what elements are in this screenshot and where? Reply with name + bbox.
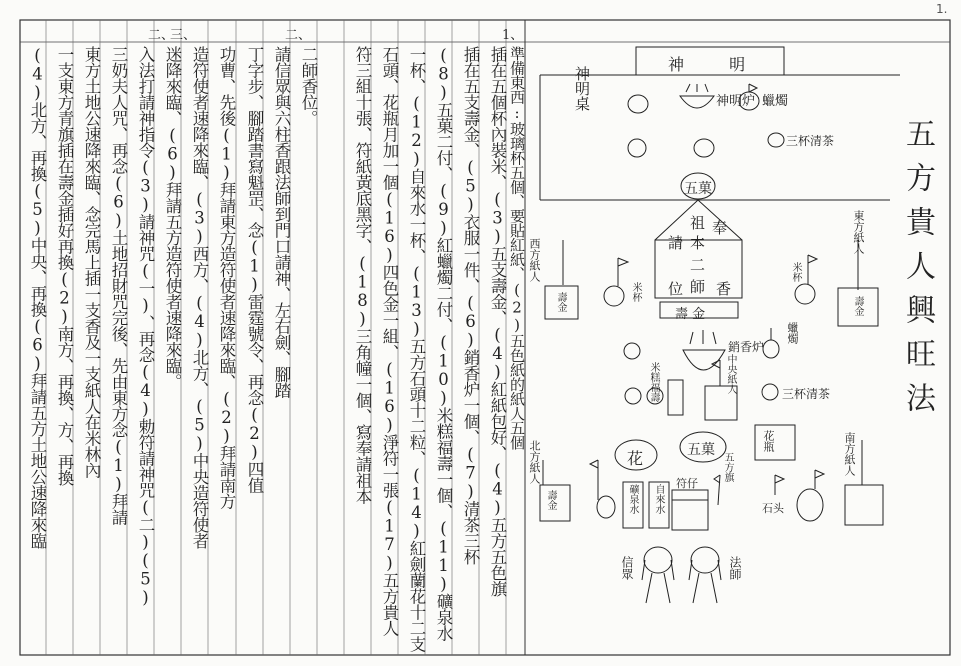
text-column: 一支東方青旗插在壽金插好再換(2)南方、再換、方、再換 (55, 46, 74, 486)
text-column: 符三組十張、符紙黃底黑字、(18)三角幢一個、寫奉請祖本 (353, 46, 372, 504)
altar-table-label: 神明桌 (573, 66, 591, 111)
text-column: 三奶夫人咒、再念(6)土地招財咒完後、先由東方念(1)拜請 (109, 46, 128, 525)
incense-burner-label: 神明炉 (716, 94, 756, 109)
text-column: 二師香位。 (299, 46, 318, 126)
south-figure-label: 南方紙人 (843, 432, 856, 476)
text-column: 準備東西:玻璃杯五個、要貼紅紙、(2)五色紙的紙人五個 (508, 46, 526, 450)
plaque-char: 香 (716, 280, 732, 298)
candles-label: 蠟燭 (762, 94, 789, 109)
text-column: (4)北方、再換(5)中央、再換(6)拜請五方土地公速降來臨 (28, 46, 47, 549)
plaque-char: 本 (690, 234, 706, 252)
shoujin-label-east: 壽金 (852, 296, 863, 316)
plaque-char: 二 (690, 256, 706, 274)
centre-flag-label: 中央紙人 (725, 354, 736, 394)
text-column: 石頭、花瓶月加一個(16)四色金一組、(16)淨符一張(17)五方貴人 (380, 46, 399, 636)
candles2-label: 蠟燭 (786, 322, 799, 344)
text-column: 造符使者速降來臨、(3)西方、(4)北方、(5)中央造符使者 (190, 46, 209, 549)
mineral-water-label: 礦泉水 (627, 484, 638, 514)
text-column: 請信眾與六柱香跟法師到門口請神、左右劍、腳踏 (272, 46, 291, 398)
altar-header-label: 神 明 (668, 55, 766, 74)
coins-label: 壽金 (545, 490, 556, 510)
master-label: 法師 (728, 556, 742, 580)
section-marker: 1、 (502, 28, 524, 43)
tea-label: 三杯清茶 (786, 134, 835, 148)
believer-label: 信眾 (620, 556, 634, 580)
fruit-mid-label: 五菓 (687, 442, 715, 458)
plaque-base-label: 壽 金 (675, 307, 706, 322)
altar-diagram (540, 47, 900, 603)
section-marker: 三、 (170, 28, 197, 43)
flower-vase-label: 花瓶 (762, 430, 775, 452)
text-column: 一杯、(12)自來水一杯、(13)五方石頭十二粒、(14)紅劍蘭花十二支 (407, 46, 426, 652)
document-title: 五方貴人興旺法 (900, 118, 935, 426)
plaque-char: 奉 (712, 219, 728, 237)
tap-water-label: 自來水 (653, 484, 664, 514)
flag-label: 五方旗 (722, 452, 733, 482)
west-figure-label: 西方紙人 (528, 238, 541, 282)
section-marker: 二、 (285, 28, 312, 43)
text-column: 丁字步、腳踏書寫魁罡、念(1)雷霆號令、再念(2)四值 (245, 46, 264, 493)
fruit-label: 五菓 (684, 181, 712, 197)
plaque-char: 位 (668, 280, 684, 298)
sales-burner-label: 銷香炉 (728, 340, 765, 354)
stone-label: 石头 (762, 502, 784, 515)
rice-cake-label: 米糕福壽 (648, 362, 659, 402)
plaque-char: 祖 (690, 214, 706, 232)
text-column: (8)五菓二付、(9)紅蠟燭二付、(10)米糕福壽一個、(11)礦泉水 (434, 46, 453, 641)
flower-label: 花 (627, 449, 644, 468)
text-column: 東方土地公速降來臨、念完馬上插一支香及一支紙人在米林內 (82, 46, 101, 478)
north-figure-label: 北方紙人 (528, 440, 541, 484)
rice-cup-label-east: 米杯 (790, 262, 801, 282)
talisman-label: 符仔 (676, 477, 698, 490)
text-column: 迷降來臨、(6)拜請五方造符使者速降來臨。 (163, 46, 182, 390)
plaque-char: 師 (690, 278, 706, 296)
east-figure-label: 東方紙人 (852, 210, 865, 254)
text-column: 入法打請神指令(3)請神咒(一)、再念(4)勅符請神咒(二)(5) (136, 46, 155, 607)
shoujin-label-west: 壽金 (555, 292, 566, 312)
plaque-char: 請 (668, 234, 684, 252)
tea2-label: 三杯清茶 (782, 387, 831, 401)
text-column: 插在五支壽金、(5)衣服一件、(6)銷香炉一個、(7)清茶三杯 (461, 46, 480, 565)
rice-cup-label: 米杯 (630, 282, 641, 302)
section-marker: 二、 (148, 28, 175, 43)
page-number: 1. (936, 2, 948, 16)
text-column: 功曹、先後(1)拜請東方造符使者速降來臨、(2)拜請南方 (217, 46, 236, 509)
text-column: 插在五個杯內裝米、(3)五支壽金、(4)紅紙包好、(4)五方五色旗 (488, 46, 507, 597)
